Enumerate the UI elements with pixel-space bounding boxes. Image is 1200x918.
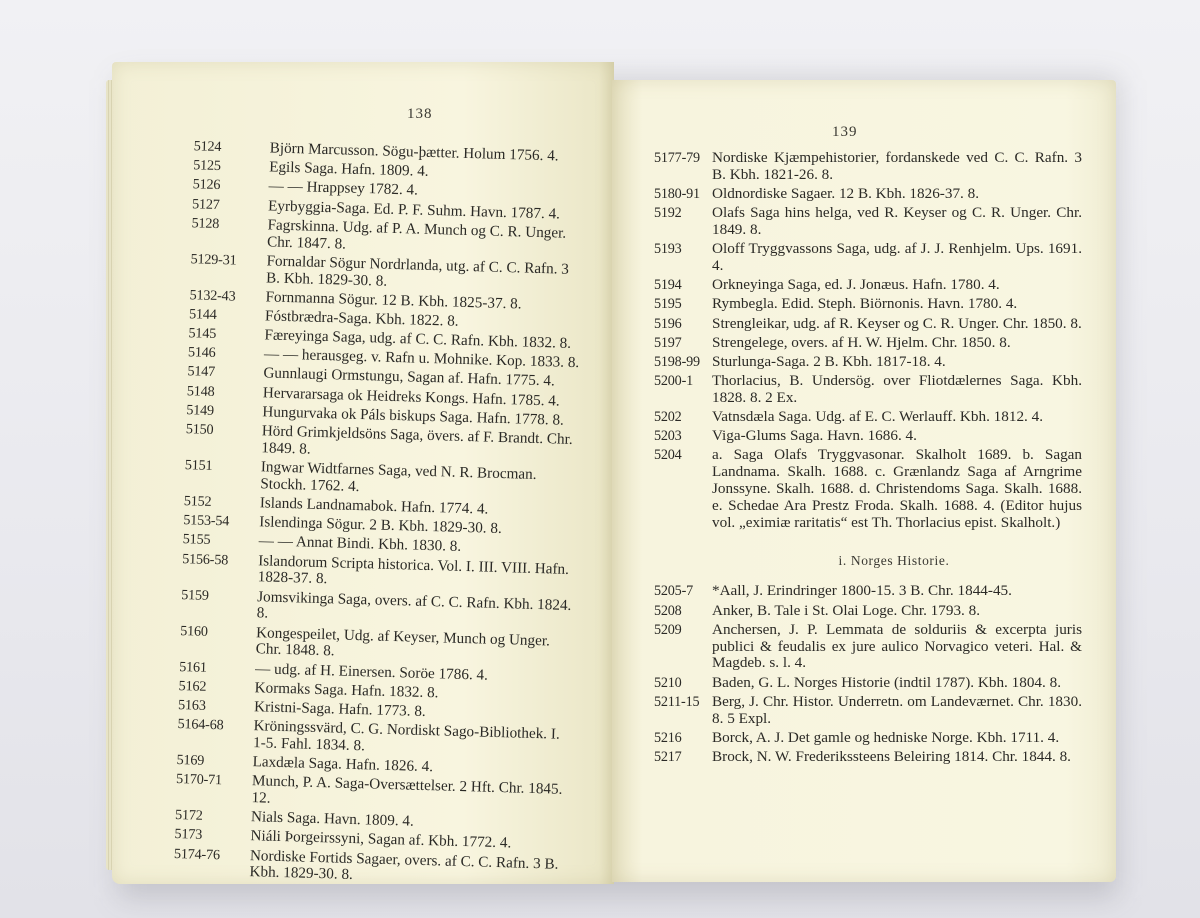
entry-text: Oloff Tryggvassons Saga, udg. af J. J. Renhjelm. Ups. 1691. 4.: [712, 240, 1082, 274]
entry-text: Færeyinga Saga, udg. af C. C. Rafn. Kbh. 1832. 8.: [264, 326, 572, 352]
entry-number: 5128: [191, 215, 220, 232]
entry-text: Islandorum Scripta historica. Vol. I. III. VIII. Hafn. 1828-37. 8.: [257, 551, 570, 588]
entry-text: Baden, G. L. Norges Historie (indtil 1787). Kbh. 1804. 8.: [712, 673, 1061, 691]
entry-text: Kristni-Saga. Hafn. 1773. 8.: [253, 698, 426, 720]
entry-number: 5148: [186, 382, 215, 400]
catalog-entry: [612, 277, 1082, 294]
entry-number: 5203: [654, 428, 682, 445]
entry-number: 5170-71: [175, 771, 223, 789]
entry-number: 5144: [188, 306, 217, 323]
catalog-entry: [612, 373, 1082, 407]
entry-text: Fornmanna Sögur. 12 B. Kbh. 1825-37. 8.: [265, 288, 522, 313]
entry-text: Vatnsdæla Saga. Udg. af E. C. Werlauff. Kbh. 1812. 4.: [712, 408, 1044, 426]
catalog-entry: [612, 186, 1082, 203]
entry-number: 5125: [192, 157, 221, 175]
catalog-entry: [612, 730, 1082, 747]
entry-number: 5200-1: [654, 373, 693, 390]
entry-number: 5163: [177, 696, 206, 714]
entry-text: Kongespeilet, Udg. af Keyser, Munch og Unger. Chr. 1848. 8.: [255, 623, 551, 660]
catalog-entry: [612, 409, 1082, 426]
entry-text: Strengleikar, udg. af R. Keyser og C. R. Unger. Chr. 1850. 8.: [712, 314, 1082, 332]
entry-number: 5194: [654, 277, 682, 294]
entry-text: Björn Marcusson. Sögu-þætter. Holum 1756. 4.: [269, 139, 559, 165]
entry-text: Hungurvaka ok Páls biskups Saga. Hafn. 1778. 8.: [262, 403, 565, 429]
entry-text: Egils Saga. Hafn. 1809. 4.: [268, 158, 429, 181]
catalog-entry: [612, 583, 1082, 600]
catalog-entry: [612, 675, 1082, 692]
entry-text: Rymbegla. Edid. Steph. Biörnonis. Havn. 1780. 4.: [712, 295, 1018, 313]
entry-text: Fagrskinna. Udg. af P. A. Munch og C. R. Unger. Chr. 1847. 8.: [266, 216, 567, 253]
entry-number: 5146: [187, 344, 216, 362]
entry-number: 5177-79: [654, 150, 700, 166]
entry-text: Sturlunga-Saga. 2 B. Kbh. 1817-18. 4.: [712, 352, 946, 370]
entry-text: Laxdæla Saga. Hafn. 1826. 4.: [252, 753, 434, 776]
entry-number: 5156-58: [182, 550, 229, 568]
entry-number: 5147: [187, 363, 216, 381]
entry-number: 5211-15: [654, 693, 700, 710]
entry-number: 5151: [184, 457, 213, 474]
entry-number: 5127: [191, 195, 220, 213]
entry-text: a. Saga Olafs Tryggvasonar. Skalholt 1689. b. Sagan Landnama. Skalh. 1688. c. Grænlandz Saga af Arngrime Jonssyne. Skalh. 1688. d. Christendoms Saga. Skalh. 1688. e. Schedae Ara Prestz Froda. Skalh. 1688. 4. (Editor hujus vol. „eximiæ raritatis“ est Th. Thorlacius epist. Skalholt.): [712, 446, 1082, 531]
entry-number: 5205-7: [654, 583, 693, 600]
entry-number: 5169: [176, 752, 205, 769]
entry-number: 5180-91: [654, 185, 700, 202]
entry-number: 5208: [654, 602, 682, 619]
entry-text: Gunnlaugi Ormstungu, Sagan af. Hafn. 1775. 4.: [263, 364, 556, 390]
catalog-entry: [612, 694, 1082, 728]
catalog-entry: [612, 296, 1082, 313]
catalog-entry: [612, 241, 1082, 275]
entry-text: Islands Landnamabok. Hafn. 1774. 4.: [259, 494, 489, 518]
entry-number: 5172: [174, 807, 203, 825]
entry-text: — — Hrappsey 1782. 4.: [268, 177, 419, 199]
left-page: [112, 62, 614, 884]
right-entry-list: [612, 150, 1116, 768]
entry-text: Munch, P. A. Saga-Oversættelser. 2 Hft. Chr. 1845. 12.: [251, 772, 563, 807]
catalog-entry: [612, 428, 1082, 445]
catalog-entry: [612, 150, 1082, 184]
entry-number: 5160: [179, 622, 209, 640]
catalog-entry: [612, 205, 1082, 239]
entry-text: Nordiske Kjæmpehistorier, fordanskede ved C. C. Rafn. 3 B. Kbh. 1821-26. 8.: [712, 149, 1082, 183]
entry-number: 5193: [654, 241, 682, 258]
entry-text: Niáli Þorgeirssyni, Sagan af. Kbh. 1772. 4.: [250, 827, 512, 852]
entry-text: Fornaldar Sögur Nordrlanda, utg. af C. C. Rafn. 3 B. Kbh. 1829-30. 8.: [265, 252, 570, 290]
entry-number: 5126: [192, 176, 221, 194]
entry-number: 5216: [654, 729, 682, 746]
entry-text: Kröningssvärd, C. G. Nordiskt Sago-Bibliothek. I. 1-5. Fahl. 1834. 8.: [252, 717, 560, 755]
catalog-entry: [612, 603, 1082, 620]
entry-number: 5198-99: [654, 353, 700, 370]
entry-number: 5153-54: [183, 512, 230, 530]
entry-text: Olafs Saga hins helga, ved R. Keyser og C. R. Unger. Chr. 1849. 8.: [712, 204, 1082, 238]
entry-text: *Aall, J. Erindringer 1800-15. 3 B. Chr. 1844-45.: [712, 582, 1012, 600]
left-entry-list: [112, 136, 614, 884]
entry-number: 5195: [654, 296, 682, 313]
entry-text: Nordiske Fortids Sagaer, overs. af C. C. Rafn. 3 B. Kbh. 1829-30. 8.: [249, 846, 559, 884]
right-page: [612, 80, 1116, 882]
catalog-entry: [612, 447, 1082, 531]
page-number-right: 139: [832, 124, 858, 140]
page-number-left: 138: [407, 106, 433, 122]
entry-number: 5162: [178, 677, 207, 695]
catalog-entry: [612, 335, 1082, 352]
catalog-entry: [612, 622, 1082, 672]
entry-number: 5197: [654, 334, 682, 351]
entry-number: 5192: [654, 205, 682, 222]
entry-text: Anker, B. Tale i St. Olai Loge. Chr. 1793. 8.: [712, 601, 981, 619]
entry-text: — — Annat Bindi. Kbh. 1830. 8.: [258, 532, 462, 556]
entry-number: 5129-31: [190, 250, 237, 269]
entry-number: 5217: [654, 748, 682, 765]
entry-number: 5209: [654, 621, 682, 638]
entry-number: 5152: [183, 493, 212, 510]
entry-text: Borck, A. J. Det gamle og hedniske Norge. Kbh. 1711. 4.: [712, 728, 1060, 746]
entry-text: Anchersen, J. P. Lemmata de solduriis & excerpta juris publici & feudalis ex jure aulico Norvagico veteri. Hal. & Magdeb. s. l. 4.: [712, 620, 1082, 672]
section-heading: i. Norges Historie.: [838, 553, 950, 569]
entry-text: Kormaks Saga. Hafn. 1832. 8.: [254, 678, 439, 702]
entry-text: Hervararsaga ok Heidreks Kongs. Hafn. 1785. 4.: [262, 383, 560, 410]
entry-number: 5132-43: [189, 286, 236, 305]
entry-number: 5204: [654, 447, 682, 464]
entry-text: Thorlacius, B. Undersög. over Fliotdælernes Saga. Kbh. 1828. 8. 2 Ex.: [712, 372, 1082, 406]
entry-number: 5196: [654, 315, 682, 332]
entry-number: 5145: [188, 325, 217, 343]
entry-number: 5155: [182, 531, 211, 549]
catalog-entry: [612, 749, 1082, 766]
entry-text: Fóstbrædra-Saga. Kbh. 1822. 8.: [264, 307, 459, 330]
entry-text: Viga-Glums Saga. Havn. 1686. 4.: [712, 427, 917, 445]
entry-text: — — herausgeg. v. Rafn u. Mohnike. Kop. 1833. 8.: [263, 345, 580, 372]
entry-number: 5202: [654, 409, 682, 426]
entry-text: Strengelege, overs. af H. W. Hjelm. Chr. 1850. 8.: [712, 333, 1011, 351]
entry-text: Oldnordiske Sagaer. 12 B. Kbh. 1826-37. 8.: [712, 184, 980, 202]
entry-text: Jomsvikinga Saga, overs. af C. C. Rafn. Kbh. 1824. 8.: [256, 587, 572, 622]
entry-text: Eyrbyggia-Saga. Ed. P. F. Suhm. Havn. 1787. 4.: [267, 196, 561, 223]
entry-text: Brock, N. W. Frederikssteens Beleiring 1814. Chr. 1844. 8.: [712, 747, 1071, 765]
entry-number: 5149: [186, 402, 215, 419]
entry-text: Orkneyinga Saga, ed. J. Jonæus. Hafn. 1780. 4.: [712, 276, 1000, 294]
entry-text: Ingwar Widtfarnes Saga, ved N. R. Brocman. Stockh. 1762. 4.: [260, 458, 537, 495]
entry-text: Berg, J. Chr. Histor. Underretn. om Landeværnet. Chr. 1830. 8. 5 Expl.: [712, 692, 1082, 727]
entry-number: 5173: [174, 826, 203, 844]
entry-number: 5164-68: [177, 716, 224, 734]
catalog-entry: [612, 354, 1082, 371]
entry-number: 5210: [654, 674, 682, 691]
entry-number: 5161: [178, 658, 208, 676]
entry-text: Nials Saga. Havn. 1809. 4.: [250, 808, 415, 830]
entry-number: 5150: [185, 421, 214, 438]
entry-text: Hörd Grimkjeldsöns Saga, övers. af F. Brandt. Chr. 1849. 8.: [261, 422, 573, 458]
entry-number: 5159: [180, 586, 210, 604]
entry-number: 5174-76: [173, 845, 221, 863]
entry-text: Islendinga Sögur. 2 B. Kbh. 1829-30. 8.: [259, 513, 503, 538]
catalog-entry: [612, 316, 1082, 333]
entry-number: 5124: [193, 138, 222, 156]
entry-text: — udg. af H. Einersen. Soröe 1786. 4.: [254, 659, 489, 684]
